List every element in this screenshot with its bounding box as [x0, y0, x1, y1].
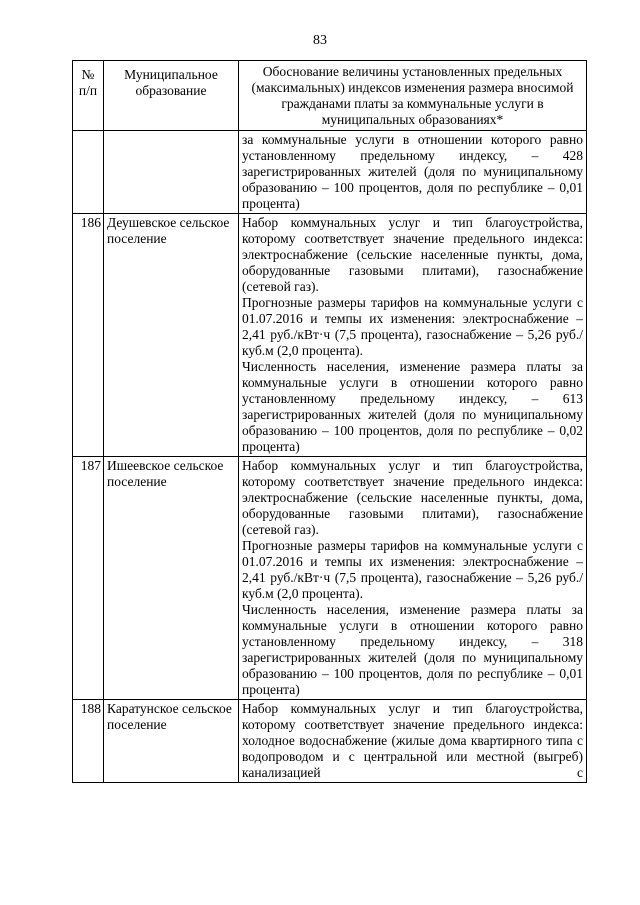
header-number: № п/п	[73, 61, 104, 131]
cell-justification	[239, 214, 587, 457]
cell-number: 188	[73, 700, 104, 783]
cell-number	[73, 131, 104, 214]
table-row	[73, 700, 587, 783]
cell-municipality: Деушевское сельское поселение	[104, 214, 239, 457]
paragraph: Прогнозные размеры тарифов на коммунальные услуги с 01.07.2016 и темпы их изменения: электроснабжение – 2,41 руб./кВт·ч (7,5 процента), газоснабжение – 5,26 руб./куб.м (2,0 процента).	[242, 538, 583, 601]
cell-municipality: Ишеевское сельское поселение	[104, 457, 239, 700]
cell-justification	[239, 131, 587, 214]
paragraph: Численность населения, изменение размера платы за коммунальные услуги в отношении которого равно установленному предельному индексу, – 318 зарегистрированных жителей (доля по муниципальному образованию – 100 процентов, доля по республике – 0,01 процента)	[242, 602, 583, 697]
table-row	[73, 214, 587, 457]
cell-justification	[239, 457, 587, 700]
header-justification: Обоснование величины установленных предельных (максимальных) индексов изменения размера вносимой гражданами платы за коммунальные услуги в муниципальных образованиях*	[239, 61, 587, 131]
paragraph: Набор коммунальных услуг и тип благоустройства, которому соответствует значение предельного индекса: электроснабжение (сельские населенные пункты, дома, оборудованные газовыми плитами), газоснабжение (сетевой газ).	[242, 458, 583, 537]
cell-justification	[239, 700, 587, 783]
paragraph: за коммунальные услуги в отношении которого равно установленному предельному индексу, – 428 зарегистрированных жителей (доля по муниципальному образованию – 100 процентов, доля по республике – 0,01 процента)	[242, 132, 583, 211]
paragraph: Набор коммунальных услуг и тип благоустройства, которому соответствует значение предельного индекса: холодное водоснабжение (жилые дома квартирного типа с водопроводом и с центральной или местной (выгреб) канализацией с	[242, 701, 583, 780]
table-row-continuation	[73, 131, 587, 214]
cell-number: 186	[73, 214, 104, 457]
page-number: 83	[313, 33, 327, 48]
cell-municipality	[104, 131, 239, 214]
paragraph: Прогнозные размеры тарифов на коммунальные услуги с 01.07.2016 и темпы их изменения: электроснабжение – 2,41 руб./кВт·ч (7,5 процента), газоснабжение – 5,26 руб./куб.м (2,0 процента).	[242, 295, 583, 358]
table-row	[73, 457, 587, 700]
paragraph: Набор коммунальных услуг и тип благоустройства, которому соответствует значение предельного индекса: электроснабжение (сельские населенные пункты, дома, оборудованные газовыми плитами), газоснабжение (сетевой газ).	[242, 215, 583, 294]
index-table	[72, 60, 587, 783]
cell-municipality: Каратунское сельское поселение	[104, 700, 239, 783]
table-header-row	[73, 61, 587, 131]
cell-number: 187	[73, 457, 104, 700]
paragraph: Численность населения, изменение размера платы за коммунальные услуги в отношении которого равно установленному предельному индексу, – 613 зарегистрированных жителей (доля по муниципальному образованию – 100 процентов, доля по республике – 0,02 процента)	[242, 359, 583, 454]
header-municipality: Муниципальное образование	[104, 61, 239, 131]
